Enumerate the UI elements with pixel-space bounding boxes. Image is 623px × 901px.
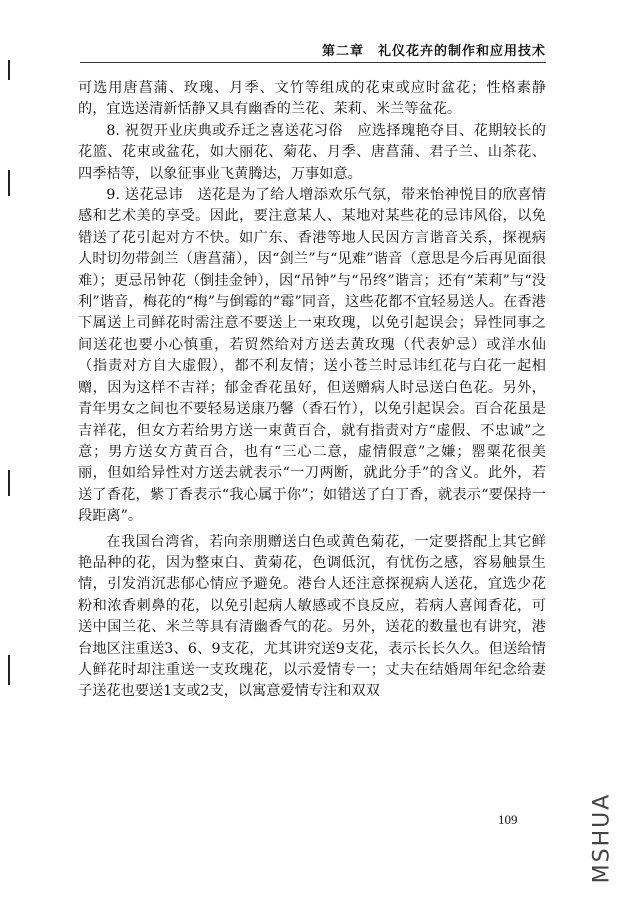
body-text: [78, 78, 546, 703]
paragraph: 8. 祝贺开业庆典或乔迁之喜送花习俗 应选择瑰艳夺目、花期较长的花篮、花束或盆花，如大丽花、菊花、月季、唐菖蒲、君子兰、山茶花、四季桔等，以象征事业飞黄腾达，万事如意。: [78, 122, 546, 182]
binding-mark: [8, 170, 10, 196]
paragraph: 可选用唐菖蒲、玫瑰、月季、文竹等组成的花束或应时盆花；性格素静的，宜选送清新恬静又具有幽香的兰花、茉莉、米兰等盆花。: [78, 80, 546, 118]
watermark: [587, 790, 617, 885]
binding-mark: [8, 470, 10, 496]
binding-mark: [8, 60, 10, 80]
running-head: 第二章 礼仪花卉的制作和应用技术: [80, 40, 546, 63]
paragraph: 在我国台湾省，若向亲朋赠送白色或黄色菊花，一定要搭配上其它鲜艳品种的花，因为整束白、黄菊花，色调低沉，有忧伤之感，容易触景生情，引发消沉悲郁心情应予避免。港台人还注意探视病人送花，宜选少花粉和浓香刺鼻的花，以免引起病人敏感或不良反应，若病人喜闻香花，可送中国兰花、米兰等具有清幽香气的花。另外，送花的数量也有讲究，港台地区注重送3、6、9支花，尤其讲究送9支花，表示长长久久。但送给情人鲜花时却注重送一支玫瑰花，以示爱情专一；丈夫在结婚周年纪念给妻子送花也要送1支或2支，以寓意爱情专注和双双: [78, 533, 546, 700]
watermark-text: MSHUA: [589, 792, 615, 883]
paragraph: 9. 送花忌讳 送花是为了给人增添欢乐气氛，带来怡神悦目的欣喜情感和艺术美的享受。因此，要注意某人、某地对某些花的忌讳风俗，以免错送了花引起对方不快。如广东、香港等地人民因方言谐音关系，探视病人时切勿带剑兰（唐菖蒲），因“剑兰”与“见难”谐音（意思是今后再见面很难）；更忌吊钟花（倒挂金钟），因“吊钟”与“吊终”谐言；还有“茉莉”与“没利”谐音，梅花的“梅”与倒霉的“霉”同音，这些花都不宜轻易送人。在香港下属送上司鲜花时需注意不要送上一束玫瑰，以免引起误会；异性同事之间送花也要小心慎重，若贸然给对方送去黄玫瑰（代表妒忌）或洋水仙（指责对方自大虚假），都不利友情；送小苍兰时忌讳红花与白花一起相赠，因为这样不吉祥；郁金香花虽好，但送赠病人时忌送白色花。另外，青年男女之间也不要轻易送康乃馨（香石竹），以免引起误会。百合花虽是吉祥花，但女方若给男方送一束黄百合，就有指责对方“虚假、不忠诚”之意；男方送女方黄百合，也有“三心二意，虚情假意”之嫌；罂粟花很美丽，但如给异性对方送去就表示“一刀两断，就此分手”的含义。此外，若送了香花，紫丁香表示“我心属于你”；如错送了白丁香，就表示“要保持一段距离”。: [78, 187, 546, 525]
binding-mark: [8, 655, 10, 685]
page-number: 109: [498, 812, 518, 827]
